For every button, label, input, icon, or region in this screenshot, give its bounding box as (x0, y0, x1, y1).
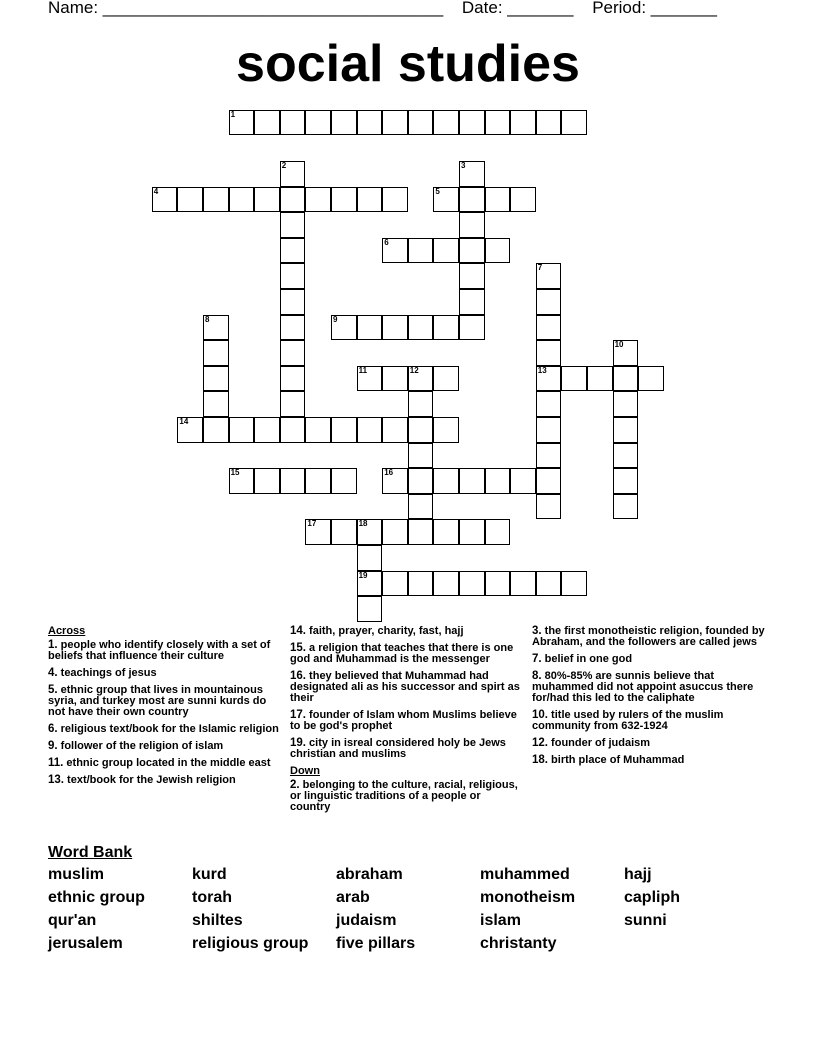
clue-number-label: 1 (230, 109, 236, 119)
crossword-cell[interactable] (305, 110, 331, 136)
crossword-cell[interactable] (382, 468, 408, 494)
period-field[interactable]: Period: _______ (592, 0, 717, 17)
down-clue (532, 671, 768, 704)
word-bank-word: hajj (624, 866, 652, 883)
crossword-cell[interactable] (536, 315, 562, 341)
clue-text: ethnic group that lives in mountainous syria, and turkey most are sunni kurds do not have their own country (48, 684, 267, 718)
word-bank-row (48, 889, 768, 912)
word-bank-word: sunni (624, 912, 667, 929)
crossword-cell[interactable] (485, 187, 511, 213)
clue-text: belonging to the culture, racial, religious, or linguistic traditions of a people or country (290, 779, 518, 813)
crossword-cell[interactable] (536, 110, 562, 136)
crossword-cell[interactable] (280, 161, 306, 187)
crossword-cell[interactable] (536, 468, 562, 494)
clue-number-label: 17 (307, 519, 317, 529)
crossword-cell[interactable] (229, 468, 255, 494)
crossword-cell[interactable] (536, 263, 562, 289)
crossword-cell[interactable] (433, 238, 459, 264)
crossword-cell[interactable] (280, 366, 306, 392)
clue-number-label: 15 (230, 468, 240, 478)
crossword-cell[interactable] (331, 110, 357, 136)
clue-number: 5. (48, 684, 58, 696)
crossword-cell[interactable] (382, 571, 408, 597)
crossword-cell[interactable] (613, 417, 639, 443)
name-field[interactable]: Name: ____________________________________ (48, 0, 444, 17)
crossword-cell[interactable] (485, 519, 511, 545)
clue-text: teachings of jesus (57, 667, 157, 679)
crossword-cell[interactable] (459, 263, 485, 289)
crossword-cell[interactable] (510, 571, 536, 597)
crossword-cell[interactable] (254, 110, 280, 136)
across-clue (48, 724, 280, 735)
across-clue (290, 643, 522, 665)
clue-number: 14. (290, 625, 306, 637)
crossword-cell[interactable] (357, 571, 383, 597)
clue-number-label: 3 (461, 161, 466, 170)
word-bank-row (48, 912, 768, 935)
across-clue (48, 741, 280, 752)
crossword-cell[interactable] (280, 238, 306, 264)
word-bank-word: kurd (192, 866, 227, 883)
crossword-cell[interactable] (459, 110, 485, 136)
crossword-cell[interactable] (485, 238, 511, 264)
crossword-cell[interactable] (177, 187, 203, 213)
crossword-cell[interactable] (203, 315, 229, 341)
crossword-cell[interactable] (331, 315, 357, 341)
crossword-cell[interactable] (254, 187, 280, 213)
clue-number: 1. (48, 639, 58, 651)
word-bank-word: shiltes (192, 912, 243, 929)
word-bank-word: muslim (48, 866, 105, 883)
clue-number: 18. (532, 754, 548, 766)
clue-text: a religion that teaches that there is one god and Muhammad is the messenger (290, 642, 514, 665)
crossword-cell[interactable] (536, 391, 562, 417)
crossword-cell[interactable] (382, 417, 408, 443)
crossword-cell[interactable] (536, 366, 562, 392)
clue-number-label: 4 (153, 186, 159, 196)
clue-number-label: 5 (435, 186, 440, 196)
crossword-cell[interactable] (305, 519, 331, 545)
crossword-cell[interactable] (433, 417, 459, 443)
clue-text: birth place of Muhammad (548, 754, 685, 766)
crossword-cell[interactable] (459, 238, 485, 264)
page-title: social studies (236, 35, 580, 93)
crossword-cell[interactable] (459, 187, 485, 213)
clue-number: 16. (290, 670, 306, 682)
crossword-cell[interactable] (280, 289, 306, 315)
crossword-cell[interactable] (536, 340, 562, 366)
crossword-cell[interactable] (357, 366, 383, 392)
crossword-cell[interactable] (613, 391, 639, 417)
crossword-cell[interactable] (280, 468, 306, 494)
down-clue (532, 738, 768, 749)
crossword-cell[interactable] (408, 391, 434, 417)
crossword-cell[interactable] (561, 571, 587, 597)
clue-number-label: 8 (205, 314, 210, 324)
clue-number: 4. (48, 667, 58, 679)
clue-number: 8. (532, 670, 542, 682)
crossword-cell[interactable] (203, 391, 229, 417)
clue-text: title used by rulers of the muslim community from 632-1924 (532, 709, 724, 732)
crossword-cell[interactable] (203, 417, 229, 443)
across-clue (48, 758, 280, 769)
crossword-cell[interactable] (408, 519, 434, 545)
crossword-cell[interactable] (510, 187, 536, 213)
crossword-cell[interactable] (459, 161, 485, 187)
clue-number-label: 16 (384, 468, 394, 478)
crossword-cell[interactable] (305, 468, 331, 494)
crossword-cell[interactable] (382, 315, 408, 341)
clue-number: 9. (48, 740, 58, 752)
crossword-cell[interactable] (408, 366, 434, 392)
clues-column-1 (48, 626, 280, 792)
crossword-cell[interactable] (382, 519, 408, 545)
across-clue (48, 640, 280, 662)
clue-number-label: 10 (614, 340, 624, 350)
crossword-cell[interactable] (561, 366, 587, 392)
crossword-cell[interactable] (280, 340, 306, 366)
crossword-cell[interactable] (408, 110, 434, 136)
clue-number-label: 2 (281, 161, 287, 170)
word-bank-word: monotheism (480, 889, 576, 906)
crossword-cell[interactable] (613, 468, 639, 494)
down-clue (290, 780, 522, 813)
word-bank-word: muhammed (480, 866, 570, 883)
clue-number: 11. (48, 757, 64, 769)
crossword-cell[interactable] (433, 315, 459, 341)
date-field[interactable]: Date: _______ (461, 0, 574, 17)
crossword-cell[interactable] (408, 315, 434, 341)
word-bank-title: Word Bank (48, 844, 133, 861)
word-bank-word: qur'an (48, 912, 97, 929)
clue-heading: Down (290, 765, 320, 777)
crossword-cell[interactable] (459, 519, 485, 545)
crossword-cell[interactable] (536, 289, 562, 315)
crossword-cell[interactable] (229, 110, 255, 136)
crossword-cell[interactable] (382, 238, 408, 264)
crossword-cell[interactable] (382, 110, 408, 136)
across-clue (290, 671, 522, 704)
crossword-cell[interactable] (459, 289, 485, 315)
crossword-cell[interactable] (433, 571, 459, 597)
down-clue (532, 654, 768, 665)
clue-number-label: 19 (358, 570, 368, 580)
crossword-cell[interactable] (485, 571, 511, 597)
clue-text: religious text/book for the Islamic religion (57, 723, 279, 735)
crossword-cell[interactable] (536, 494, 562, 520)
clue-text: city in isreal considered holy be Jews christian and muslims (290, 737, 506, 760)
clue-text: belief in one god (541, 653, 633, 665)
word-bank-word: religious group (192, 935, 309, 952)
clue-text: ethnic group located in the middle east (63, 757, 271, 769)
crossword-cell[interactable] (331, 468, 357, 494)
crossword-cell[interactable] (433, 468, 459, 494)
crossword-cell[interactable] (433, 110, 459, 136)
clue-number: 13. (48, 774, 64, 786)
across-clue (290, 738, 522, 760)
clue-number: 7. (532, 653, 542, 665)
crossword-cell[interactable] (177, 417, 203, 443)
word-bank-word: five pillars (336, 935, 416, 952)
clue-number-label: 7 (537, 263, 543, 273)
crossword-cell[interactable] (203, 366, 229, 392)
clue-text: people who identify closely with a set of beliefs that influence their culture (48, 639, 271, 662)
clue-text: founder of Islam whom Muslims believe to be god's prophet (290, 709, 517, 732)
crossword-cell[interactable] (459, 468, 485, 494)
crossword-cell[interactable] (613, 366, 639, 392)
clue-text: 80%-85% are sunnis believe that muhammed did not appoint asuccus there for/had this led to the caliphate (532, 670, 754, 704)
crossword-cell[interactable] (331, 187, 357, 213)
crossword-cell[interactable] (510, 110, 536, 136)
crossword-cell[interactable] (280, 187, 306, 213)
crossword-cell[interactable] (203, 187, 229, 213)
across-clue (290, 626, 522, 637)
clue-number: 17. (290, 709, 306, 721)
crossword-cell[interactable] (510, 468, 536, 494)
crossword-cell[interactable] (305, 187, 331, 213)
crossword-cell[interactable] (357, 110, 383, 136)
clue-text: founder of judaism (548, 737, 651, 749)
word-bank-word: christanty (480, 935, 557, 952)
crossword-cell[interactable] (229, 417, 255, 443)
down-clue (532, 710, 768, 732)
clue-number-label: 11 (358, 365, 368, 375)
crossword-cell[interactable] (459, 212, 485, 238)
crossword-cell[interactable] (536, 571, 562, 597)
crossword-cell[interactable] (357, 545, 383, 571)
clue-number: 6. (48, 723, 58, 735)
clues-column-2 (290, 626, 522, 819)
word-bank-word: torah (192, 889, 232, 906)
crossword-cell[interactable] (357, 519, 383, 545)
word-bank-word: judaism (336, 912, 397, 929)
clue-number: 15. (290, 642, 306, 654)
crossword-cell[interactable] (357, 187, 383, 213)
crossword-cell[interactable] (536, 417, 562, 443)
clue-text: they believed that Muhammad had designated ali as his successor and spirt as their (290, 670, 520, 704)
word-bank-word: islam (480, 912, 521, 929)
crossword-cell[interactable] (433, 187, 459, 213)
crossword-cell[interactable] (433, 366, 459, 392)
clue-number: 12. (532, 737, 548, 749)
clue-number-label: 14 (179, 417, 189, 426)
clue-number: 10. (532, 709, 548, 721)
crossword-cell[interactable] (280, 212, 306, 238)
crossword-cell[interactable] (613, 494, 639, 520)
word-bank-word: abraham (336, 866, 403, 883)
crossword-cell[interactable] (357, 596, 383, 622)
word-bank-word: ethnic group (48, 889, 145, 906)
crossword-cell[interactable] (408, 468, 434, 494)
crossword-cell[interactable] (331, 519, 357, 545)
across-clue (290, 710, 522, 732)
clue-text: faith, prayer, charity, fast, hajj (306, 625, 464, 637)
crossword-cell[interactable] (459, 571, 485, 597)
word-bank (48, 866, 768, 958)
crossword-cell[interactable] (408, 571, 434, 597)
crossword-cell[interactable] (280, 315, 306, 341)
across-clue (48, 685, 280, 718)
clue-number-label: 6 (384, 237, 389, 247)
crossword-cell[interactable] (613, 340, 639, 366)
clue-number-label: 9 (333, 314, 338, 324)
crossword-cell[interactable] (408, 494, 434, 520)
word-bank-word: arab (336, 889, 370, 906)
clue-number-label: 18 (358, 519, 368, 529)
word-bank-row (48, 935, 768, 958)
crossword-cell[interactable] (254, 468, 280, 494)
crossword-cell[interactable] (638, 366, 664, 392)
clue-number-label: 12 (409, 365, 419, 375)
clue-text: follower of the religion of islam (57, 740, 224, 752)
crossword-cell[interactable] (587, 366, 613, 392)
across-clue (48, 775, 280, 786)
down-clue (532, 755, 768, 766)
crossword-cell[interactable] (280, 391, 306, 417)
clue-number: 3. (532, 625, 542, 637)
crossword-cell[interactable] (485, 110, 511, 136)
crossword-cell[interactable] (357, 417, 383, 443)
across-clue (48, 668, 280, 679)
clue-text: text/book for the Jewish religion (64, 774, 236, 786)
clues-column-3 (532, 626, 768, 772)
crossword-cell[interactable] (408, 443, 434, 469)
crossword-cell[interactable] (152, 187, 178, 213)
crossword-cell[interactable] (459, 315, 485, 341)
word-bank-row (48, 866, 768, 889)
word-bank-word: capliph (624, 889, 681, 906)
crossword-cell[interactable] (229, 187, 255, 213)
crossword-cell[interactable] (613, 443, 639, 469)
clue-heading: Across (48, 625, 86, 637)
crossword-cell[interactable] (561, 110, 587, 136)
crossword-cell[interactable] (408, 417, 434, 443)
clue-text: the first monotheistic religion, founded by Abraham, and the followers are called jews (532, 625, 765, 648)
crossword-cell[interactable] (331, 417, 357, 443)
word-bank-word: jerusalem (48, 935, 123, 952)
crossword-cell[interactable] (254, 417, 280, 443)
clue-number: 2. (290, 779, 300, 791)
crossword-cell[interactable] (433, 519, 459, 545)
crossword-cell[interactable] (203, 340, 229, 366)
crossword-cell[interactable] (536, 443, 562, 469)
crossword-cell[interactable] (280, 110, 306, 136)
crossword-cell[interactable] (408, 238, 434, 264)
crossword-cell[interactable] (357, 315, 383, 341)
crossword-cell[interactable] (280, 263, 306, 289)
crossword-cell[interactable] (305, 417, 331, 443)
clue-number-label: 13 (537, 365, 547, 375)
clue-number: 19. (290, 737, 306, 749)
crossword-cell[interactable] (382, 366, 408, 392)
crossword-cell[interactable] (382, 187, 408, 213)
crossword-cell[interactable] (280, 417, 306, 443)
down-clue (532, 626, 768, 648)
crossword-cell[interactable] (485, 468, 511, 494)
